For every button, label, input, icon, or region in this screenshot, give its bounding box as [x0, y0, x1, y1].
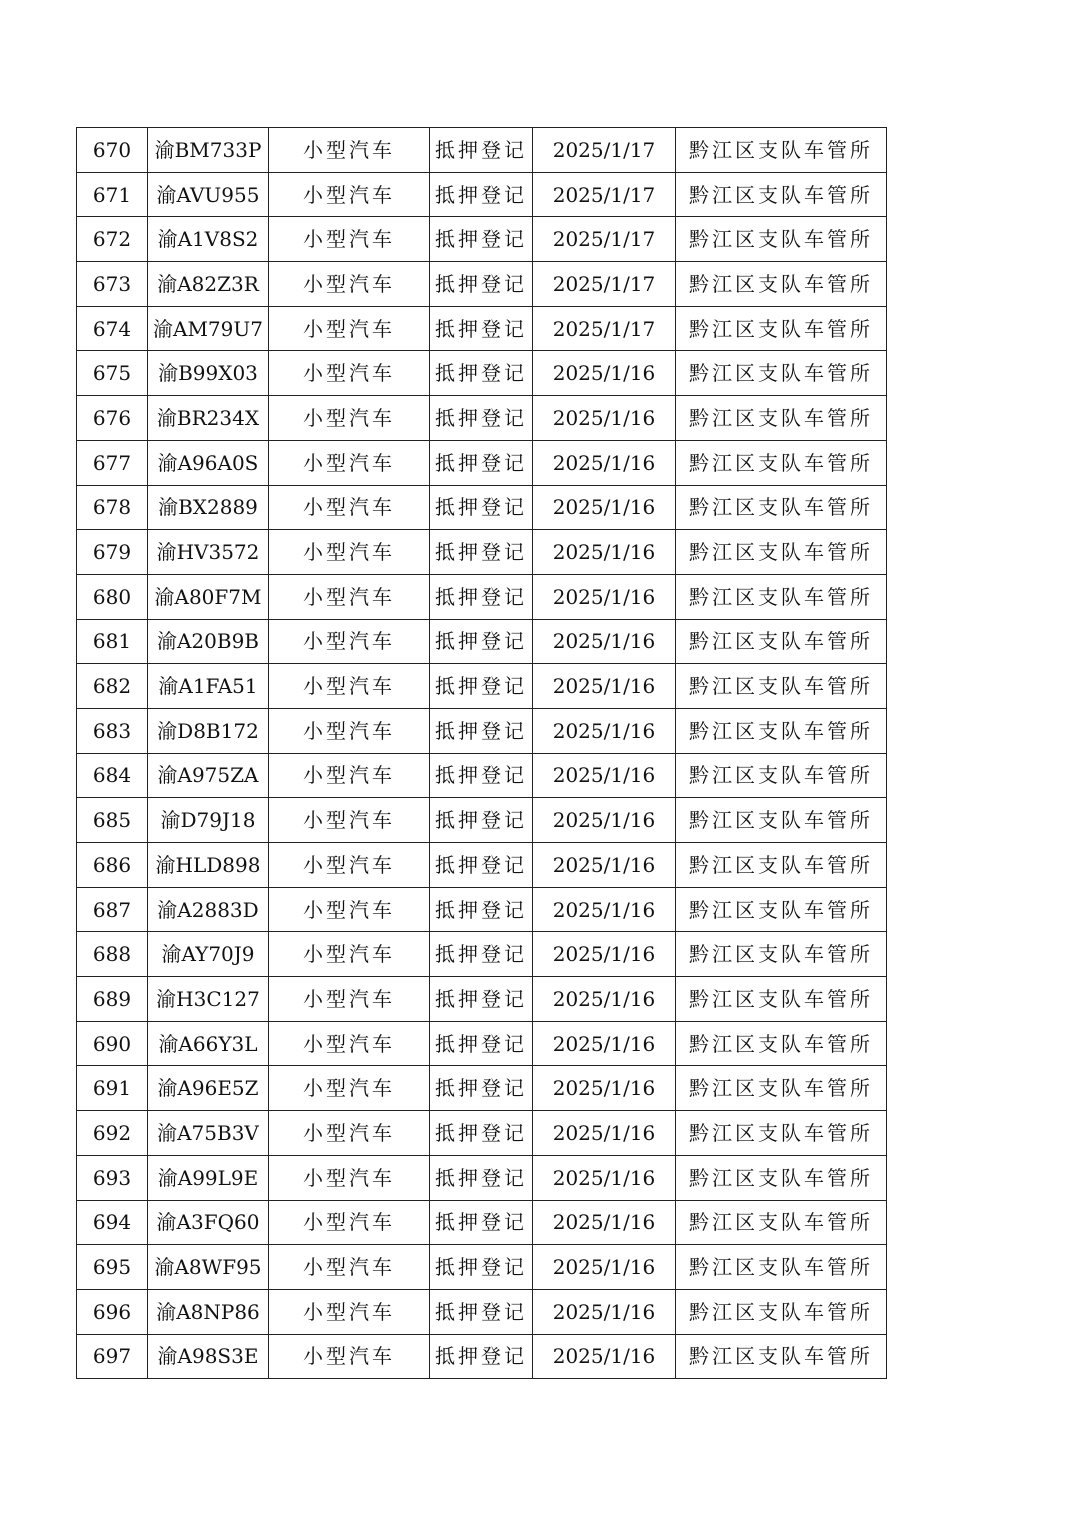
registration-date: 2025/1/17 [533, 306, 676, 351]
office-name: 黔江区支队车管所 [676, 977, 887, 1022]
registration-date: 2025/1/16 [533, 1021, 676, 1066]
business-type: 抵押登记 [430, 1200, 533, 1245]
row-number: 674 [77, 306, 148, 351]
registration-date: 2025/1/16 [533, 977, 676, 1022]
table-row [77, 440, 887, 485]
business-type: 抵押登记 [430, 440, 533, 485]
office-name: 黔江区支队车管所 [676, 798, 887, 843]
business-type: 抵押登记 [430, 1289, 533, 1334]
table-row [77, 128, 887, 173]
vehicle-type: 小型汽车 [269, 1200, 430, 1245]
vehicle-type: 小型汽车 [269, 574, 430, 619]
plate-number: 渝HLD898 [148, 843, 269, 888]
vehicle-type: 小型汽车 [269, 172, 430, 217]
registration-date: 2025/1/16 [533, 1155, 676, 1200]
office-name: 黔江区支队车管所 [676, 351, 887, 396]
registration-date: 2025/1/16 [533, 1111, 676, 1156]
row-number: 681 [77, 619, 148, 664]
vehicle-type: 小型汽车 [269, 306, 430, 351]
registration-date: 2025/1/16 [533, 619, 676, 664]
office-name: 黔江区支队车管所 [676, 172, 887, 217]
vehicle-type: 小型汽车 [269, 664, 430, 709]
business-type: 抵押登记 [430, 1155, 533, 1200]
vehicle-type: 小型汽车 [269, 932, 430, 977]
registration-date: 2025/1/16 [533, 351, 676, 396]
plate-number: 渝A3FQ60 [148, 1200, 269, 1245]
row-number: 671 [77, 172, 148, 217]
business-type: 抵押登记 [430, 1334, 533, 1379]
registration-date: 2025/1/16 [533, 843, 676, 888]
office-name: 黔江区支队车管所 [676, 262, 887, 307]
office-name: 黔江区支队车管所 [676, 1155, 887, 1200]
plate-number: 渝A66Y3L [148, 1021, 269, 1066]
plate-number: 渝A975ZA [148, 753, 269, 798]
vehicle-type: 小型汽车 [269, 708, 430, 753]
plate-number: 渝A96E5Z [148, 1066, 269, 1111]
business-type: 抵押登记 [430, 172, 533, 217]
table-row [77, 485, 887, 530]
vehicle-type: 小型汽车 [269, 396, 430, 441]
row-number: 673 [77, 262, 148, 307]
table-row [77, 619, 887, 664]
office-name: 黔江区支队车管所 [676, 440, 887, 485]
table-row [77, 977, 887, 1022]
business-type: 抵押登记 [430, 843, 533, 888]
plate-number: 渝A99L9E [148, 1155, 269, 1200]
table-row [77, 217, 887, 262]
office-name: 黔江区支队车管所 [676, 932, 887, 977]
table-row [77, 932, 887, 977]
business-type: 抵押登记 [430, 574, 533, 619]
row-number: 695 [77, 1245, 148, 1290]
office-name: 黔江区支队车管所 [676, 396, 887, 441]
plate-number: 渝B99X03 [148, 351, 269, 396]
plate-number: 渝A1FA51 [148, 664, 269, 709]
registration-date: 2025/1/16 [533, 1200, 676, 1245]
row-number: 670 [77, 128, 148, 173]
business-type: 抵押登记 [430, 932, 533, 977]
registration-date: 2025/1/16 [533, 485, 676, 530]
registration-date: 2025/1/16 [533, 1334, 676, 1379]
registration-date: 2025/1/16 [533, 932, 676, 977]
business-type: 抵押登记 [430, 977, 533, 1022]
business-type: 抵押登记 [430, 217, 533, 262]
vehicle-type: 小型汽车 [269, 619, 430, 664]
table-row [77, 262, 887, 307]
plate-number: 渝D8B172 [148, 708, 269, 753]
row-number: 697 [77, 1334, 148, 1379]
registration-date: 2025/1/16 [533, 664, 676, 709]
row-number: 682 [77, 664, 148, 709]
plate-number: 渝D79J18 [148, 798, 269, 843]
table-row [77, 1200, 887, 1245]
registration-date: 2025/1/16 [533, 1245, 676, 1290]
office-name: 黔江区支队车管所 [676, 485, 887, 530]
plate-number: 渝A98S3E [148, 1334, 269, 1379]
plate-number: 渝A20B9B [148, 619, 269, 664]
table-row [77, 1021, 887, 1066]
plate-number: 渝BR234X [148, 396, 269, 441]
table-row [77, 843, 887, 888]
row-number: 693 [77, 1155, 148, 1200]
vehicle-type: 小型汽车 [269, 485, 430, 530]
business-type: 抵押登记 [430, 1245, 533, 1290]
table-row [77, 1155, 887, 1200]
business-type: 抵押登记 [430, 262, 533, 307]
business-type: 抵押登记 [430, 485, 533, 530]
plate-number: 渝BM733P [148, 128, 269, 173]
business-type: 抵押登记 [430, 396, 533, 441]
plate-number: 渝AVU955 [148, 172, 269, 217]
table-row [77, 1334, 887, 1379]
row-number: 683 [77, 708, 148, 753]
table-row [77, 574, 887, 619]
plate-number: 渝BX2889 [148, 485, 269, 530]
registration-date: 2025/1/16 [533, 753, 676, 798]
table-row [77, 887, 887, 932]
table-row [77, 664, 887, 709]
business-type: 抵押登记 [430, 798, 533, 843]
office-name: 黔江区支队车管所 [676, 1334, 887, 1379]
office-name: 黔江区支队车管所 [676, 1021, 887, 1066]
plate-number: 渝A1V8S2 [148, 217, 269, 262]
plate-number: 渝AM79U7 [148, 306, 269, 351]
business-type: 抵押登记 [430, 351, 533, 396]
vehicle-type: 小型汽车 [269, 351, 430, 396]
office-name: 黔江区支队车管所 [676, 1111, 887, 1156]
vehicle-type: 小型汽车 [269, 887, 430, 932]
business-type: 抵押登记 [430, 530, 533, 575]
plate-number: 渝A96A0S [148, 440, 269, 485]
office-name: 黔江区支队车管所 [676, 128, 887, 173]
registration-date: 2025/1/16 [533, 708, 676, 753]
office-name: 黔江区支队车管所 [676, 1245, 887, 1290]
row-number: 672 [77, 217, 148, 262]
row-number: 677 [77, 440, 148, 485]
office-name: 黔江区支队车管所 [676, 753, 887, 798]
row-number: 692 [77, 1111, 148, 1156]
table-row [77, 1111, 887, 1156]
vehicle-type: 小型汽车 [269, 530, 430, 575]
vehicle-type: 小型汽车 [269, 753, 430, 798]
table-row [77, 530, 887, 575]
plate-number: 渝A80F7M [148, 574, 269, 619]
table-row [77, 1289, 887, 1334]
registration-date: 2025/1/16 [533, 530, 676, 575]
table-row [77, 351, 887, 396]
table-row [77, 798, 887, 843]
registration-table [76, 127, 887, 1379]
business-type: 抵押登记 [430, 619, 533, 664]
vehicle-type: 小型汽车 [269, 262, 430, 307]
registration-date: 2025/1/17 [533, 262, 676, 307]
table-row [77, 396, 887, 441]
row-number: 684 [77, 753, 148, 798]
plate-number: 渝A8WF95 [148, 1245, 269, 1290]
row-number: 678 [77, 485, 148, 530]
office-name: 黔江区支队车管所 [676, 843, 887, 888]
table-row [77, 1245, 887, 1290]
row-number: 688 [77, 932, 148, 977]
office-name: 黔江区支队车管所 [676, 306, 887, 351]
vehicle-type: 小型汽车 [269, 1066, 430, 1111]
registration-date: 2025/1/16 [533, 798, 676, 843]
table-row [77, 306, 887, 351]
office-name: 黔江区支队车管所 [676, 887, 887, 932]
business-type: 抵押登记 [430, 128, 533, 173]
row-number: 680 [77, 574, 148, 619]
registration-date: 2025/1/17 [533, 217, 676, 262]
business-type: 抵押登记 [430, 887, 533, 932]
business-type: 抵押登记 [430, 306, 533, 351]
plate-number: 渝HV3572 [148, 530, 269, 575]
vehicle-type: 小型汽车 [269, 843, 430, 888]
registration-date: 2025/1/16 [533, 1289, 676, 1334]
row-number: 691 [77, 1066, 148, 1111]
business-type: 抵押登记 [430, 1066, 533, 1111]
registration-date: 2025/1/17 [533, 128, 676, 173]
row-number: 686 [77, 843, 148, 888]
vehicle-type: 小型汽车 [269, 217, 430, 262]
row-number: 675 [77, 351, 148, 396]
business-type: 抵押登记 [430, 1111, 533, 1156]
plate-number: 渝A2883D [148, 887, 269, 932]
row-number: 676 [77, 396, 148, 441]
registration-date: 2025/1/16 [533, 887, 676, 932]
row-number: 689 [77, 977, 148, 1022]
table-row [77, 753, 887, 798]
registration-date: 2025/1/16 [533, 1066, 676, 1111]
office-name: 黔江区支队车管所 [676, 619, 887, 664]
vehicle-type: 小型汽车 [269, 1334, 430, 1379]
office-name: 黔江区支队车管所 [676, 708, 887, 753]
vehicle-type: 小型汽车 [269, 128, 430, 173]
plate-number: 渝AY70J9 [148, 932, 269, 977]
business-type: 抵押登记 [430, 708, 533, 753]
vehicle-type: 小型汽车 [269, 798, 430, 843]
row-number: 685 [77, 798, 148, 843]
row-number: 696 [77, 1289, 148, 1334]
table-row [77, 1066, 887, 1111]
plate-number: 渝A82Z3R [148, 262, 269, 307]
table-row [77, 172, 887, 217]
office-name: 黔江区支队车管所 [676, 574, 887, 619]
registration-table-body [77, 128, 887, 1379]
table-row [77, 708, 887, 753]
business-type: 抵押登记 [430, 664, 533, 709]
office-name: 黔江区支队车管所 [676, 1066, 887, 1111]
registration-date: 2025/1/16 [533, 574, 676, 619]
row-number: 690 [77, 1021, 148, 1066]
registration-date: 2025/1/16 [533, 440, 676, 485]
plate-number: 渝H3C127 [148, 977, 269, 1022]
registration-date: 2025/1/17 [533, 172, 676, 217]
vehicle-type: 小型汽车 [269, 1289, 430, 1334]
business-type: 抵押登记 [430, 753, 533, 798]
row-number: 694 [77, 1200, 148, 1245]
office-name: 黔江区支队车管所 [676, 217, 887, 262]
office-name: 黔江区支队车管所 [676, 1200, 887, 1245]
vehicle-type: 小型汽车 [269, 1021, 430, 1066]
plate-number: 渝A8NP86 [148, 1289, 269, 1334]
row-number: 679 [77, 530, 148, 575]
office-name: 黔江区支队车管所 [676, 664, 887, 709]
vehicle-type: 小型汽车 [269, 440, 430, 485]
row-number: 687 [77, 887, 148, 932]
registration-date: 2025/1/16 [533, 396, 676, 441]
vehicle-type: 小型汽车 [269, 1111, 430, 1156]
office-name: 黔江区支队车管所 [676, 530, 887, 575]
business-type: 抵押登记 [430, 1021, 533, 1066]
vehicle-type: 小型汽车 [269, 1155, 430, 1200]
vehicle-type: 小型汽车 [269, 977, 430, 1022]
office-name: 黔江区支队车管所 [676, 1289, 887, 1334]
plate-number: 渝A75B3V [148, 1111, 269, 1156]
vehicle-type: 小型汽车 [269, 1245, 430, 1290]
